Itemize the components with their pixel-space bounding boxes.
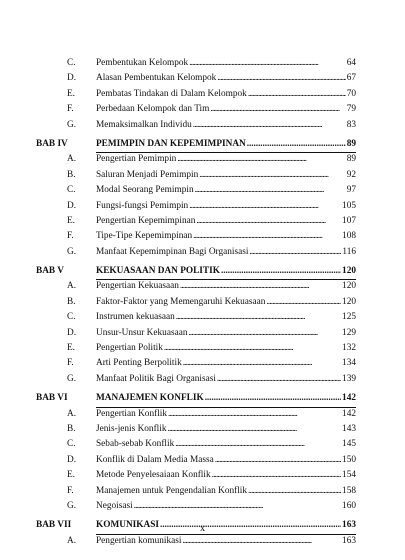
toc-entry-line <box>96 534 356 549</box>
toc-entry-line <box>96 214 356 229</box>
toc-entry-label: A. <box>67 535 77 546</box>
toc-entry-row <box>36 152 356 167</box>
dot-leader <box>189 199 341 214</box>
page-number: x <box>200 523 205 534</box>
toc-entry-page: 129 <box>342 327 356 338</box>
toc-entry-label: B. <box>67 423 76 434</box>
dot-leader <box>188 326 341 341</box>
toc-entry-line <box>96 499 356 514</box>
toc-entry-title: Pengertian komunikasi <box>96 535 182 546</box>
toc-entry-label: E. <box>67 88 76 99</box>
toc-entry-page: 154 <box>342 470 356 481</box>
toc-entry-page: 160 <box>342 500 356 511</box>
toc-entry-page: 92 <box>346 169 356 180</box>
toc-entry-label: C. <box>67 58 76 68</box>
toc-entry-line <box>96 199 356 214</box>
toc-entry-row <box>36 118 356 133</box>
dot-leader <box>182 534 341 549</box>
dot-leader <box>180 279 341 294</box>
toc-entry-label: C. <box>67 185 76 196</box>
toc-entry-row <box>36 214 356 229</box>
dot-leader <box>205 391 341 406</box>
dot-leader <box>221 264 341 279</box>
toc-entry-title: Manfaat Politik Bagi Organisasi <box>96 373 216 384</box>
toc-entry-page: 139 <box>342 373 356 384</box>
toc-entry-line <box>96 484 356 499</box>
toc-entry-line <box>96 245 356 260</box>
toc-entry-label: E. <box>67 470 76 481</box>
toc-entry-line <box>96 183 356 198</box>
toc-entry-label: C. <box>67 312 76 323</box>
toc-entry-line <box>96 326 356 341</box>
dot-leader <box>210 102 345 117</box>
toc-entry-title: Negoisasi <box>96 500 133 511</box>
dot-leader <box>183 356 341 371</box>
toc-entry-line <box>96 422 356 437</box>
toc-entry-label: D. <box>67 327 77 338</box>
toc-entry-title: Metode Penyelesaiaan Konflik <box>96 470 211 481</box>
toc-entry-page: 120 <box>342 296 356 307</box>
toc-entry-title: Sebab-sebab Konflik <box>96 439 175 450</box>
toc-entry-title: Pembatas Tindakan di Dalam Kelompok <box>96 88 247 99</box>
toc-entry-label: B. <box>67 296 76 307</box>
dot-leader <box>249 245 341 260</box>
toc-entry-line <box>96 137 356 153</box>
toc-entry-title: Perbedaan Kelompok dan Tim <box>96 104 210 115</box>
toc-entry-line <box>96 468 356 483</box>
toc-entry-line <box>96 71 356 86</box>
toc-entry-label: BAB V <box>36 266 64 277</box>
dot-leader <box>195 183 346 198</box>
toc-entry-title: Pengertian Politik <box>96 343 163 354</box>
toc-entry-line <box>96 372 356 387</box>
toc-entry-page: 163 <box>342 520 356 531</box>
toc-entry-row <box>36 168 356 183</box>
toc-entry-title: Faktor-Faktor yang Memengaruhi Kekuasaan <box>96 296 266 307</box>
toc-entry-row <box>36 422 356 437</box>
toc-entry-row <box>36 310 356 325</box>
toc-entry-label: D. <box>67 73 77 84</box>
toc-chapter-row <box>36 391 356 406</box>
toc-entry-page: 125 <box>342 312 356 323</box>
toc-entry-line <box>96 264 356 280</box>
dot-leader <box>134 499 341 514</box>
toc-entry-label: B. <box>67 169 76 180</box>
toc-entry-title: Pengertian Kepemimpinan <box>96 215 196 226</box>
dot-leader <box>196 214 341 229</box>
dot-leader <box>215 453 341 468</box>
toc-entry-row <box>36 71 356 86</box>
toc-entry-row <box>36 183 356 198</box>
toc-entry-line <box>96 87 356 102</box>
toc-entry-line <box>96 453 356 468</box>
toc-entry-line <box>96 310 356 325</box>
dot-leader <box>175 437 341 452</box>
toc-entry-title: Saluran Menjadi Pemimpin <box>96 169 199 180</box>
toc-entry-title: Konflik di Dalam Media Massa <box>96 454 214 465</box>
toc-entry-page: 150 <box>342 454 356 465</box>
toc-entry-row <box>36 356 356 371</box>
toc-entry-row <box>36 372 356 387</box>
toc-entry-row <box>36 229 356 244</box>
dot-leader <box>248 87 346 102</box>
toc-entry-line <box>96 118 356 133</box>
toc-entry-line <box>96 356 356 371</box>
toc-entry-row <box>36 279 356 294</box>
dot-leader <box>248 484 341 499</box>
toc-entry-row <box>36 102 356 117</box>
dot-leader <box>177 152 345 167</box>
toc-entry-row <box>36 407 356 422</box>
toc-entry-page: 105 <box>342 200 356 211</box>
toc-entry-label: D. <box>67 200 77 211</box>
toc-entry-title: Modal Seorang Pemimpin <box>96 185 194 196</box>
toc-entry-line <box>96 295 356 310</box>
toc-entry-line <box>96 168 356 183</box>
toc-entry-row <box>36 468 356 483</box>
toc-entry-page: 163 <box>342 535 356 546</box>
toc-entry-label: F. <box>67 485 74 496</box>
toc-entry-row <box>36 245 356 260</box>
toc-entry-line <box>96 229 356 244</box>
toc-entry-page: 116 <box>342 246 356 257</box>
toc-entry-line <box>96 102 356 117</box>
toc-entry-title: Instrumen kekuasaan <box>96 312 175 323</box>
toc-entry-label: F. <box>67 231 74 242</box>
toc-entry-title: MANAJEMEN KONFLIK <box>96 393 204 404</box>
toc-entry-page: 64 <box>346 58 356 68</box>
toc-entry-row <box>36 295 356 310</box>
toc-entry-row <box>36 56 356 71</box>
toc-entry-line <box>96 391 356 407</box>
toc-entry-row <box>36 326 356 341</box>
dot-leader <box>212 468 341 483</box>
toc-entry-line <box>96 341 356 356</box>
toc-entry-title: Memaksimalkan Individu <box>96 119 192 130</box>
toc-entry-label: G. <box>67 500 77 511</box>
toc-entry-title: Unsur-Unsur Kekuasaan <box>96 327 188 338</box>
dot-leader <box>168 407 341 422</box>
toc-entry-page: 120 <box>342 281 356 292</box>
toc-entry-page: 134 <box>342 358 356 369</box>
toc-entry-label: G. <box>67 119 77 130</box>
toc-entry-row <box>36 484 356 499</box>
dot-leader <box>193 229 341 244</box>
toc-entry-page: 143 <box>342 423 356 434</box>
toc-entry-label: A. <box>67 281 77 292</box>
toc-entry-line <box>96 56 356 71</box>
toc-entry-title: Manajemen untuk Pengendalian Konflik <box>96 485 248 496</box>
toc-entry-row <box>36 199 356 214</box>
toc-entry-label: A. <box>67 154 77 165</box>
toc-entry-title: Pengertian Konflik <box>96 408 168 419</box>
toc-entry-title: Pengertian Pemimpin <box>96 154 177 165</box>
toc-entry-row <box>36 87 356 102</box>
toc-entry-page: 79 <box>346 104 356 115</box>
toc-entry-label: D. <box>67 454 77 465</box>
dot-leader <box>247 137 346 152</box>
toc-entry-line <box>96 152 356 167</box>
table-of-contents <box>36 56 356 549</box>
dot-leader <box>176 310 341 325</box>
toc-entry-page: 107 <box>342 215 356 226</box>
toc-entry-page: 142 <box>342 393 356 404</box>
toc-entry-title: Pembentukan Kelompok <box>96 58 189 68</box>
toc-entry-label: BAB IV <box>36 138 68 149</box>
toc-entry-page: 89 <box>346 138 356 149</box>
toc-entry-label: A. <box>67 408 77 419</box>
toc-entry-title: Arti Penting Berpolitik <box>96 358 182 369</box>
toc-entry-title: KEKUASAAN DAN POLITIK <box>96 266 220 277</box>
toc-entry-line <box>96 279 356 294</box>
toc-entry-page: 132 <box>342 343 356 354</box>
dot-leader <box>193 118 346 133</box>
toc-entry-title: Tipe-Tipe Kepemimpinan <box>96 231 193 242</box>
toc-entry-page: 108 <box>342 231 356 242</box>
toc-chapter-row <box>36 264 356 279</box>
toc-entry-title: Manfaat Kepemimpinan Bagi Organisasi <box>96 246 249 257</box>
toc-entry-row <box>36 437 356 452</box>
toc-entry-page: 142 <box>342 408 356 419</box>
toc-entry-label: F. <box>67 358 74 369</box>
toc-entry-label: G. <box>67 246 77 257</box>
toc-entry-label: BAB VI <box>36 393 68 404</box>
toc-entry-page: 83 <box>346 119 356 130</box>
toc-entry-page: 158 <box>342 485 356 496</box>
toc-entry-title: Jenis-jenis Konflik <box>96 423 167 434</box>
toc-entry-title: Pengertian Kekuasaan <box>96 281 179 292</box>
toc-entry-label: G. <box>67 373 77 384</box>
toc-entry-title: Alasan Pembentukan Kelompok <box>96 73 217 84</box>
toc-entry-page: 97 <box>346 185 356 196</box>
toc-entry-title: Fungsi-fungsi Pemimpin <box>96 200 189 211</box>
toc-entry-page: 70 <box>346 88 356 99</box>
toc-entry-page: 145 <box>342 439 356 450</box>
toc-entry-page: 120 <box>342 266 356 277</box>
toc-entry-label: BAB VII <box>36 520 72 531</box>
dot-leader <box>164 341 341 356</box>
toc-entry-title: PEMIMPIN DAN KEPEMIMPINAN <box>96 138 246 149</box>
dot-leader <box>266 295 341 310</box>
toc-entry-page: 89 <box>346 154 356 165</box>
toc-entry-row <box>36 534 356 549</box>
toc-entry-line <box>96 437 356 452</box>
toc-entry-label: E. <box>67 215 76 226</box>
toc-entry-row <box>36 453 356 468</box>
toc-entry-label: F. <box>67 104 74 115</box>
toc-entry-title: KOMUNIKASI <box>96 520 160 531</box>
toc-chapter-row <box>36 137 356 152</box>
dot-leader <box>189 56 346 71</box>
toc-entry-label: C. <box>67 439 76 450</box>
dot-leader <box>217 372 341 387</box>
toc-entry-row <box>36 341 356 356</box>
dot-leader <box>168 422 342 437</box>
toc-entry-page: 67 <box>346 73 356 84</box>
dot-leader <box>217 71 345 86</box>
toc-entry-line <box>96 407 356 422</box>
toc-entry-label: E. <box>67 343 76 354</box>
toc-entry-row <box>36 499 356 514</box>
dot-leader <box>199 168 345 183</box>
